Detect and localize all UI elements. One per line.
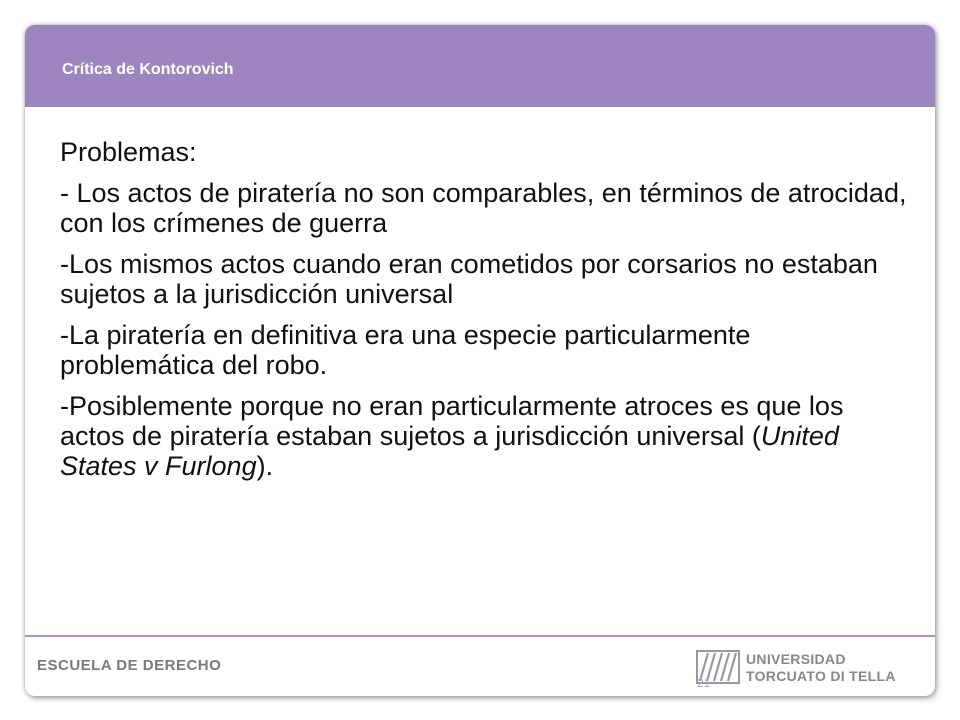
university-name-line2: TORCUATO DI TELLA [746,668,896,684]
problems-heading: Problemas: [60,137,197,167]
problem-point-1: - Los actos de piratería no son comparables, en términos de atrocidad, con los crímenes de guerra [60,178,907,238]
problem-point-3: -La piratería en definitiva era una especie particularmente problemática del robo. [60,320,751,380]
problem-point-2: -Los mismos actos cuando eran cometidos por corsarios no estaban sujetos a la jurisdicción universal [60,249,878,309]
slide [25,25,935,696]
university-logo [696,650,931,686]
slide-title: Crítica de Kontorovich [62,61,234,78]
case-citation: United States v Furlong [60,421,839,481]
page-number: 21 [697,676,711,690]
header-bar [25,25,935,107]
university-name-line1: UNIVERSIDAD [746,651,846,667]
footer-divider [25,635,935,637]
school-name: ESCUELA DE DERECHO [37,657,222,674]
point-4-end: ). [256,451,274,481]
problem-point-4 [60,391,910,481]
point-4-text: -Posiblemente porque no eran particularmente atroces es que los actos de piratería estaban sujetos a jurisdicción universal ( [60,391,844,451]
slide-body [60,137,910,492]
